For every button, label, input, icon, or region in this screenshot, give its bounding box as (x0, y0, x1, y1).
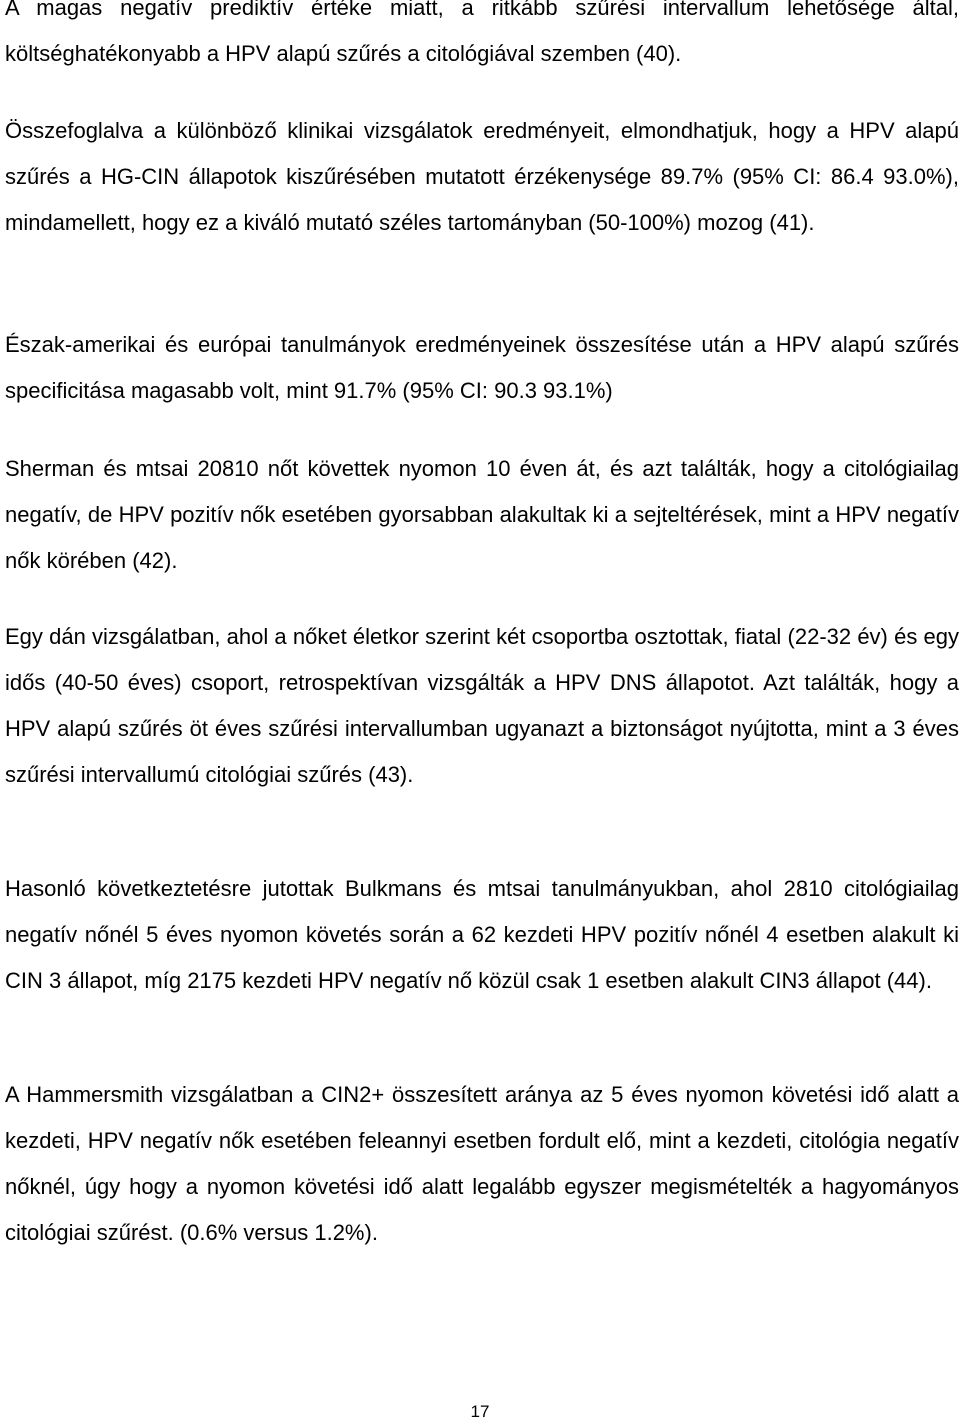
paragraph-2: Összefoglalva a különböző klinikai vizsgálatok eredményeit, elmondhatjuk, hogy a HPV alapú szűrés a HG-CIN állapotok kiszűrésében mutatott érzékenysége 89.7% (95% CI: 86.4 93.0%), mindamellett, hogy ez a kiváló mutató széles tartományban (50-100%) mozog (41). (5, 118, 959, 235)
paragraph-1: A magas negatív prediktív értéke miatt, a ritkább szűrési intervallum lehetősége által, költséghatékonyabb a HPV alapú szűrés a citológiával szemben (40). (5, 0, 959, 66)
paragraph-6: Hasonló következtetésre jutottak Bulkmans és mtsai tanulmányukban, ahol 2810 citológiailag negatív nőnél 5 éves nyomon követés során a 62 kezdeti HPV pozitív nőnél 4 esetben alakult ki CIN 3 állapot, míg 2175 kezdeti HPV negatív nő közül csak 1 esetben alakult CIN3 állapot (44). (5, 876, 959, 993)
paragraph-5: Egy dán vizsgálatban, ahol a nőket életkor szerint két csoportba osztottak, fiatal (22-32 év) és egy idős (40-50 éves) csoport, retrospektívan vizsgálták a HPV DNS állapotot. Azt találták, hogy a HPV alapú szűrés öt éves szűrési intervallumban ugyanazt a biztonságot nyújtotta, mint a 3 éves szűrési intervallumú citológiai szűrés (43). (5, 624, 959, 787)
paragraph-7: A Hammersmith vizsgálatban a CIN2+ összesített aránya az 5 éves nyomon követési idő alatt a kezdeti, HPV negatív nők esetében feleannyi esetben fordult elő, mint a kezdeti, citológia negatív nőknél, úgy hogy a nyomon követési idő alatt legalább egyszer megismételték a hagyományos citológiai szűrést. (0.6% versus 1.2%). (5, 1082, 959, 1245)
paragraph-3: Észak-amerikai és európai tanulmányok eredményeinek összesítése után a HPV alapú szűrés specificitása magasabb volt, mint 91.7% (95% CI: 90.3 93.1%) (5, 332, 959, 403)
page-number: 17 (470, 1402, 490, 1421)
paragraph-4: Sherman és mtsai 20810 nőt követtek nyomon 10 éven át, és azt találták, hogy a citológiailag negatív, de HPV pozitív nők esetében gyorsabban alakultak ki a sejteltérések, mint a HPV negatív nők körében (42). (5, 456, 959, 573)
